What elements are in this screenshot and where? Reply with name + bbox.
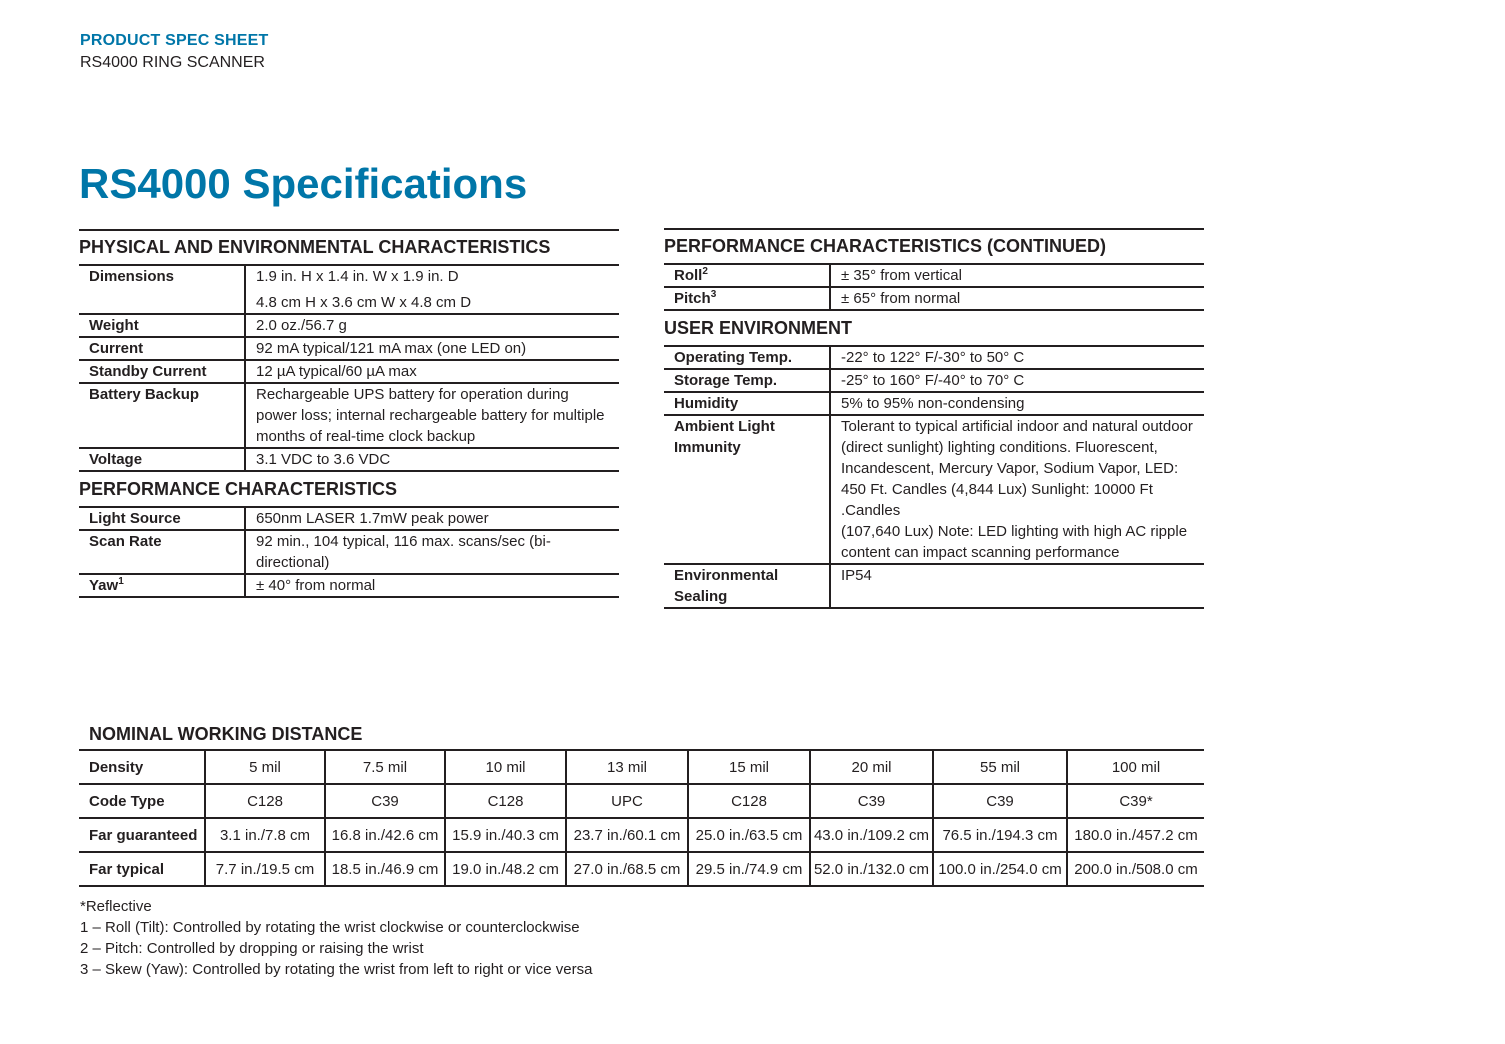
nwd-table	[79, 749, 1204, 887]
nwd-cell: 7.7 in./19.5 cm	[205, 852, 325, 886]
spec-row	[664, 392, 1204, 415]
nwd-cell: 43.0 in./109.2 cm	[810, 818, 933, 852]
nwd-cell: 25.0 in./63.5 cm	[688, 818, 810, 852]
spec-label-cell	[79, 265, 245, 314]
footnotes	[80, 896, 592, 980]
spec-label: Light Source	[89, 510, 181, 527]
spec-value-line: ± 40° from normal	[256, 577, 376, 594]
nwd-cell: C128	[445, 784, 566, 818]
nwd-cell: 20 mil	[810, 750, 933, 784]
spec-value-line: 650nm LASER 1.7mW peak power	[256, 510, 489, 527]
spec-value-line: 450 Ft. Candles (4,844 Lux) Sunlight: 10000 Ft .Candles	[841, 481, 1153, 519]
right-spec-table	[664, 228, 1204, 609]
performance-continued-section	[664, 229, 1204, 264]
nwd-cell: C39	[933, 784, 1067, 818]
nwd-cell: 15 mil	[688, 750, 810, 784]
spec-value-cell	[830, 346, 1204, 369]
nwd-cell: 180.0 in./457.2 cm	[1067, 818, 1204, 852]
spec-label-cell	[79, 507, 245, 530]
spec-value-line: (107,640 Lux) Note: LED lighting with high AC ripple	[841, 523, 1188, 540]
spec-value-line: months of real-time clock backup	[256, 428, 476, 445]
spec-value-cell	[245, 507, 619, 530]
nwd-row	[79, 750, 1204, 784]
spec-value-line: ± 65° from normal	[841, 290, 961, 307]
footnote-line: 1 – Roll (Tilt): Controlled by rotating the wrist clockwise or counterclockwise	[80, 919, 580, 936]
spec-value-cell	[830, 564, 1204, 608]
spec-value-line: -25° to 160° F/-40° to 70° C	[841, 372, 1025, 389]
page-title: RS4000 Specifications	[79, 160, 528, 207]
user-environment-section-heading: USER ENVIRONMENT	[664, 310, 1204, 346]
spec-row	[79, 530, 619, 574]
footnote-line: *Reflective	[80, 898, 152, 915]
spec-value-line: power loss; internal rechargeable battery for multiple	[256, 407, 605, 424]
footnote-line: 2 – Pitch: Controlled by dropping or raising the wrist	[80, 940, 424, 957]
spec-label: Yaw	[89, 577, 119, 594]
spec-row	[79, 507, 619, 530]
spec-label-cell	[79, 383, 245, 448]
spec-value-cell	[245, 383, 619, 448]
spec-label-cell	[664, 369, 830, 392]
spec-label-cell	[664, 264, 830, 287]
spec-value-line: 92 mA typical/121 mA max (one LED on)	[256, 340, 527, 357]
nwd-row	[79, 784, 1204, 818]
spec-value-cell	[830, 369, 1204, 392]
footnote-marker: 2	[702, 266, 708, 277]
nwd-row-label: Far typical	[79, 852, 205, 886]
spec-value-line: 1.9 in. H x 1.4 in. W x 1.9 in. D	[256, 268, 459, 285]
spec-row	[79, 265, 619, 314]
nwd-title: NOMINAL WORKING DISTANCE	[89, 724, 363, 744]
nwd-cell: 3.1 in./7.8 cm	[205, 818, 325, 852]
spec-value-cell	[245, 314, 619, 337]
nwd-cell: C39	[325, 784, 445, 818]
nwd-cell: 76.5 in./194.3 cm	[933, 818, 1067, 852]
spec-label-cell	[664, 415, 830, 564]
spec-label-cell	[664, 564, 830, 608]
nwd-cell: 19.0 in./48.2 cm	[445, 852, 566, 886]
spec-label: Dimensions	[89, 268, 175, 285]
performance-section	[79, 471, 619, 507]
nwd-cell: 10 mil	[445, 750, 566, 784]
spec-label: Standby Current	[89, 363, 207, 380]
nwd-cell: C39	[810, 784, 933, 818]
spec-value-cell	[830, 264, 1204, 287]
footnote-line: 3 – Skew (Yaw): Controlled by rotating the wrist from left to right or vice versa	[80, 961, 593, 978]
spec-label-cell	[79, 448, 245, 471]
spec-label: Environmental Sealing	[674, 567, 779, 605]
document-header	[80, 31, 269, 75]
nwd-cell: 23.7 in./60.1 cm	[566, 818, 688, 852]
nwd-cell: 13 mil	[566, 750, 688, 784]
spec-label: Weight	[89, 317, 139, 334]
nwd-cell: 15.9 in./40.3 cm	[445, 818, 566, 852]
nwd-cell: C128	[688, 784, 810, 818]
physical-section-heading: PHYSICAL AND ENVIRONMENTAL CHARACTERISTICS	[79, 230, 619, 265]
nwd-cell: C39*	[1067, 784, 1204, 818]
spec-row	[664, 564, 1204, 608]
spec-label: Scan Rate	[89, 533, 162, 550]
performance-section-heading: PERFORMANCE CHARACTERISTICS	[79, 471, 619, 507]
spec-value-cell	[830, 415, 1204, 564]
nwd-cell: 7.5 mil	[325, 750, 445, 784]
spec-row	[664, 264, 1204, 287]
spec-label-cell	[664, 392, 830, 415]
spec-value-line: (direct sunlight) lighting conditions. Fluorescent,	[841, 439, 1158, 456]
spec-row	[664, 346, 1204, 369]
spec-value-line: 5% to 95% non-condensing	[841, 395, 1025, 412]
nwd-cell: 200.0 in./508.0 cm	[1067, 852, 1204, 886]
doc-kicker: PRODUCT SPEC SHEET	[80, 32, 269, 49]
spec-value-line: Incandescent, Mercury Vapor, Sodium Vapor, LED:	[841, 460, 1179, 477]
nwd-cell: 27.0 in./68.5 cm	[566, 852, 688, 886]
spec-row	[664, 287, 1204, 310]
doc-product-name: RS4000 RING SCANNER	[80, 54, 265, 71]
spec-value-line: Tolerant to typical artificial indoor and natural outdoor	[841, 418, 1193, 435]
spec-row	[79, 314, 619, 337]
user-environment-section	[664, 310, 1204, 346]
nwd-row	[79, 818, 1204, 852]
spec-value-line: 4.8 cm H x 3.6 cm W x 4.8 cm D	[256, 294, 472, 311]
spec-label: Humidity	[674, 395, 739, 412]
spec-label-cell	[79, 314, 245, 337]
spec-value-line: content can impact scanning performance	[841, 544, 1120, 561]
spec-value-cell	[830, 392, 1204, 415]
spec-label-cell	[79, 360, 245, 383]
spec-row	[79, 360, 619, 383]
spec-label: Battery Backup	[89, 386, 200, 403]
spec-value-line: 2.0 oz./56.7 g	[256, 317, 347, 334]
physical-section	[79, 230, 619, 265]
nwd-cell: 100.0 in./254.0 cm	[933, 852, 1067, 886]
spec-row	[79, 574, 619, 597]
spec-row	[664, 415, 1204, 564]
spec-label: Operating Temp.	[674, 349, 793, 366]
spec-label-cell	[79, 530, 245, 574]
footnote-marker: 1	[118, 576, 124, 587]
footnote-marker: 3	[710, 289, 717, 300]
nwd-row	[79, 852, 1204, 886]
spec-label: Storage Temp.	[674, 372, 778, 389]
spec-row	[79, 337, 619, 360]
spec-label: Current	[89, 340, 144, 357]
nwd-cell: 16.8 in./42.6 cm	[325, 818, 445, 852]
spec-value-line: Rechargeable UPS battery for operation during	[256, 386, 569, 403]
spec-row	[664, 369, 1204, 392]
nwd-cell: 52.0 in./132.0 cm	[810, 852, 933, 886]
spec-value-cell	[245, 265, 619, 314]
spec-label-cell	[79, 574, 245, 597]
spec-label: Voltage	[89, 451, 143, 468]
spec-label-cell	[79, 337, 245, 360]
spec-label-cell	[664, 287, 830, 310]
nwd-cell: 18.5 in./46.9 cm	[325, 852, 445, 886]
spec-value-line: 3.1 VDC to 3.6 VDC	[256, 451, 391, 468]
spec-label: Roll	[674, 267, 703, 284]
nwd-cell: UPC	[566, 784, 688, 818]
spec-value-line: IP54	[841, 567, 872, 584]
spec-value-line: ± 35° from vertical	[841, 267, 962, 284]
spec-value-cell	[245, 448, 619, 471]
spec-label: Ambient Light Immunity	[674, 418, 775, 456]
nwd-cell: 5 mil	[205, 750, 325, 784]
spec-value-cell	[830, 287, 1204, 310]
spec-row	[79, 383, 619, 448]
spec-value-cell	[245, 360, 619, 383]
nwd-row-label: Far guaranteed	[79, 818, 205, 852]
nwd-row-label: Code Type	[79, 784, 205, 818]
nwd-cell: C128	[205, 784, 325, 818]
spec-label: Pitch	[674, 290, 711, 307]
spec-value-line: -22° to 122° F/-30° to 50° C	[841, 349, 1025, 366]
performance-continued-section-heading: PERFORMANCE CHARACTERISTICS (CONTINUED)	[664, 229, 1204, 264]
nwd-cell: 29.5 in./74.9 cm	[688, 852, 810, 886]
spec-value-cell	[245, 337, 619, 360]
spec-value-cell	[245, 574, 619, 597]
spec-label-cell	[664, 346, 830, 369]
nwd-row-label: Density	[79, 750, 205, 784]
left-spec-table	[79, 229, 619, 598]
spec-row	[79, 448, 619, 471]
nwd-cell: 55 mil	[933, 750, 1067, 784]
spec-value-line: 92 min., 104 typical, 116 max. scans/sec (bi-directional)	[256, 533, 551, 571]
spec-value-line: 12 µA typical/60 µA max	[256, 363, 417, 380]
nwd-cell: 100 mil	[1067, 750, 1204, 784]
spec-value-cell	[245, 530, 619, 574]
